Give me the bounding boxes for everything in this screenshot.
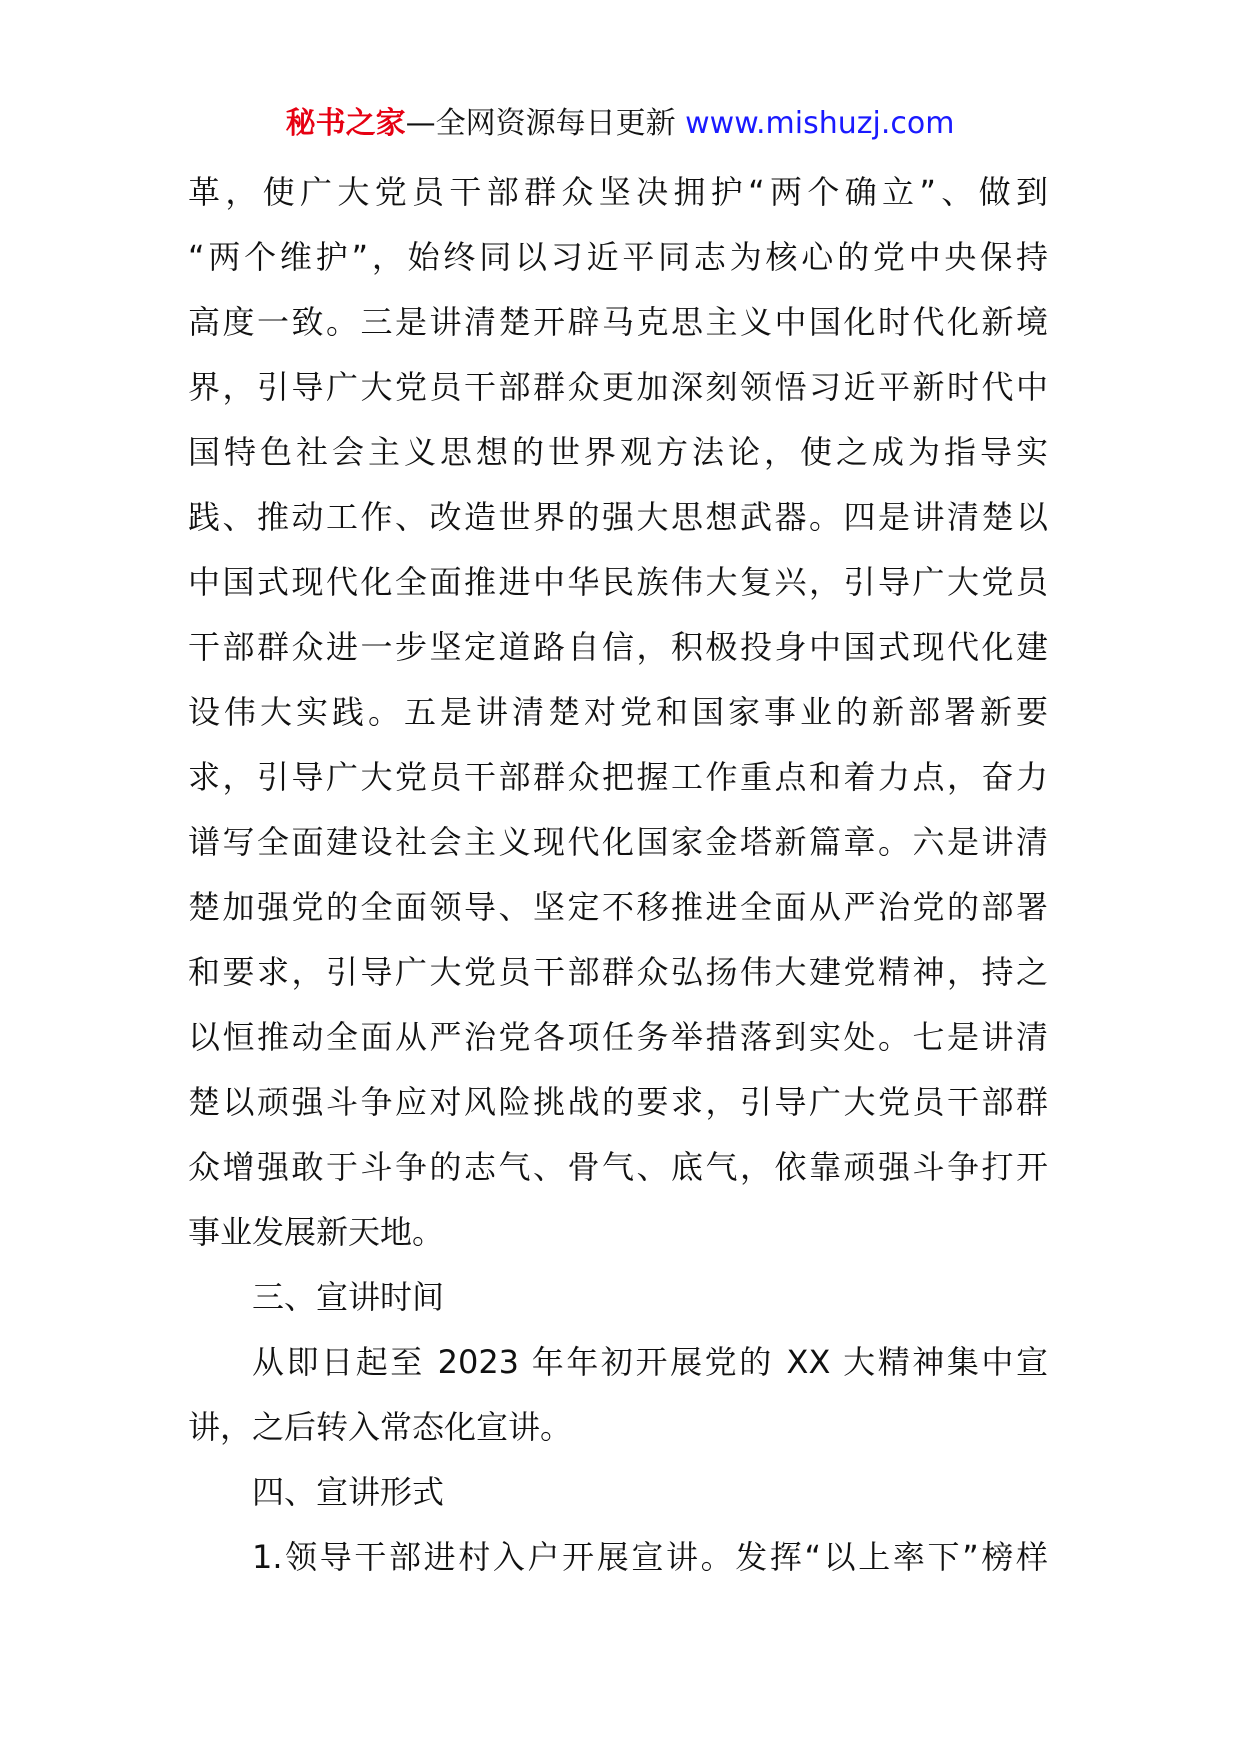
body-line: 革，使广大党员干部群众坚决拥护“两个确立”、做到 bbox=[188, 173, 1048, 211]
body-line: 谱写全面建设社会主义现代化国家金塔新篇章。六是讲清 bbox=[188, 823, 1048, 861]
body-line: 干部群众进一步坚定道路自信，积极投身中国式现代化建 bbox=[188, 628, 1048, 666]
body-line: 践、推动工作、改造世界的强大思想武器。四是讲清楚以 bbox=[188, 498, 1048, 536]
section-heading-time: 三、宣讲时间 bbox=[252, 1278, 445, 1316]
body-line: 讲，之后转入常态化宣讲。 bbox=[188, 1408, 573, 1446]
body-line: 众增强敢于斗争的志气、骨气、底气，依靠顽强斗争打开 bbox=[188, 1148, 1048, 1186]
body-line: 事业发展新天地。 bbox=[188, 1213, 445, 1251]
section-heading-form: 四、宣讲形式 bbox=[252, 1473, 445, 1511]
body-line: 从即日起至 2023 年年初开展党的 XX 大精神集中宣 bbox=[252, 1343, 1048, 1381]
body-line: 中国式现代化全面推进中华民族伟大复兴，引导广大党员 bbox=[188, 563, 1048, 601]
body-line: “两个维护”，始终同以习近平同志为核心的党中央保持 bbox=[188, 238, 1048, 276]
body-line: 界，引导广大党员干部群众更加深刻领悟习近平新时代中 bbox=[188, 368, 1048, 406]
body-line: 求，引导广大党员干部群众把握工作重点和着力点，奋力 bbox=[188, 758, 1048, 796]
body-line: 设伟大实践。五是讲清楚对党和国家事业的新部署新要 bbox=[188, 693, 1048, 731]
body-line: 楚以顽强斗争应对风险挑战的要求，引导广大党员干部群 bbox=[188, 1083, 1048, 1121]
header-tagline: —全网资源每日更新 bbox=[405, 106, 676, 141]
body-line: 高度一致。三是讲清楚开辟马克思主义中国化时代化新境 bbox=[188, 303, 1048, 341]
document-body bbox=[188, 160, 1048, 1590]
body-line: 1.领导干部进村入户开展宣讲。发挥“以上率下”榜样 bbox=[252, 1538, 1048, 1576]
body-line: 楚加强党的全面领导、坚定不移推进全面从严治党的部署 bbox=[188, 888, 1048, 926]
brand-name: 秘书之家 bbox=[285, 106, 406, 141]
body-line: 以恒推动全面从严治党各项任务举措落到实处。七是讲清 bbox=[188, 1018, 1048, 1056]
page-header bbox=[0, 100, 1240, 148]
body-line: 国特色社会主义思想的世界观方法论，使之成为指导实 bbox=[188, 433, 1048, 471]
website-link[interactable]: www.mishuzj.com bbox=[685, 106, 955, 141]
body-line: 和要求，引导广大党员干部群众弘扬伟大建党精神，持之 bbox=[188, 953, 1048, 991]
